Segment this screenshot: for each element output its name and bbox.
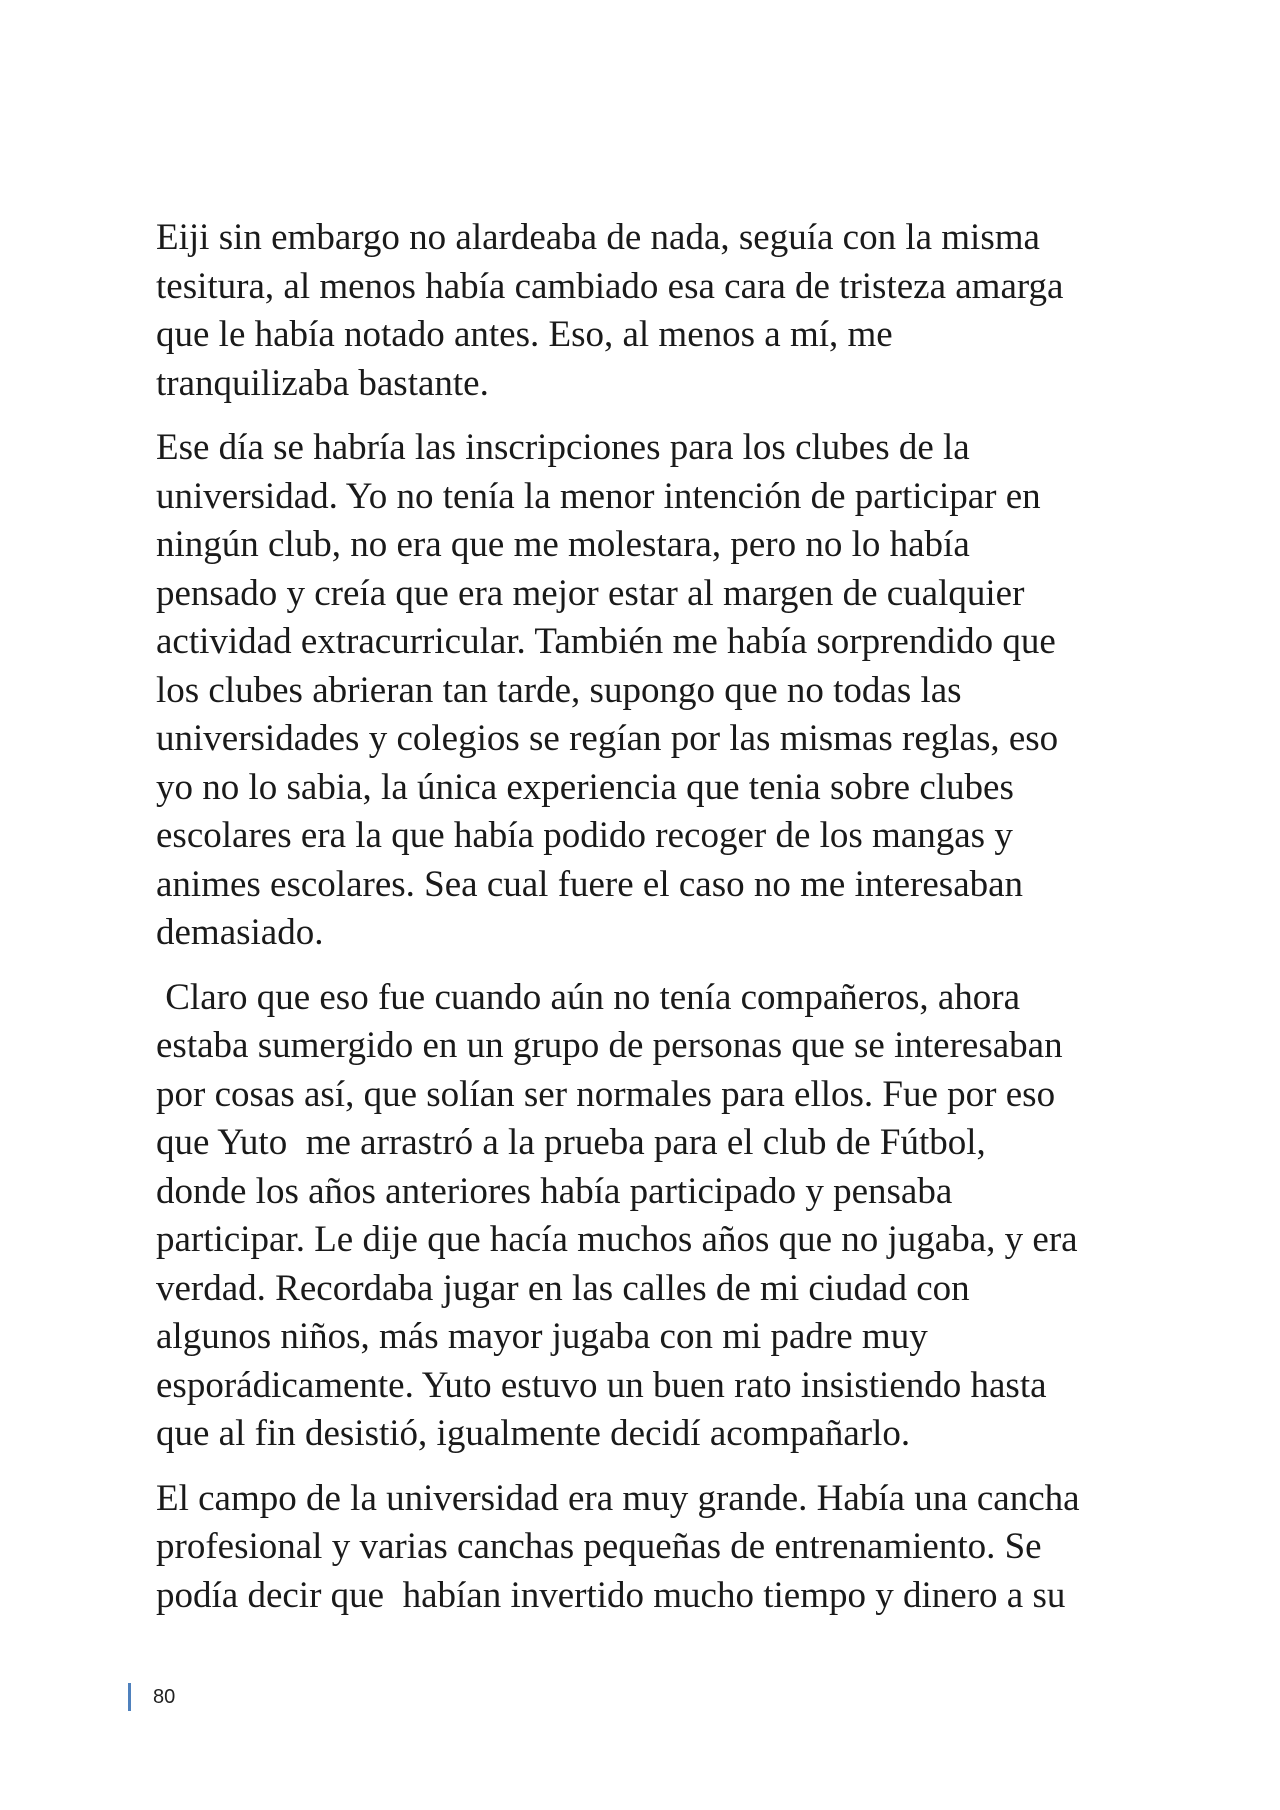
text-line: ningún club, no era que me molestara, pero no lo había [156,524,970,565]
paragraph-4 [156,1475,1136,1621]
body-text [156,214,1136,1636]
paragraph-2 [156,424,1136,958]
text-line: verdad. Recordaba jugar en las calles de mi ciudad con [156,1267,970,1309]
text-line: actividad extracurricular. También me había sorprendido que [156,621,1056,662]
text-line: Claro que eso fue cuando aún no tenía compañeros, ahora [156,976,1021,1018]
text-line: Eiji sin embargo no alardeaba de nada, seguía con la misma [156,217,1040,258]
text-line: demasiado. [156,912,324,953]
page-number: 80 [153,1685,176,1708]
text-line: Ese día se habría las inscripciones para los clubes de la [156,427,970,468]
text-line: escolares era la que había podido recoger de los mangas y [156,815,1013,856]
text-line: profesional y varias canchas pequeñas de entrenamiento. Se [156,1526,1042,1567]
text-line: El campo de la universidad era muy grande. Había una cancha [156,1477,1080,1519]
text-line: tranquilizaba bastante. [156,362,489,404]
text-line: esporádicamente. Yuto estuvo un buen rato insistiendo hasta [156,1364,1047,1406]
page-footer [128,1682,175,1712]
text-line: los clubes abrieran tan tarde, supongo que no todas las [156,669,962,711]
text-line: universidades y colegios se regían por las mismas reglas, eso [156,718,1059,759]
text-line: donde los años anteriores había participado y pensaba [156,1170,953,1212]
text-line: pensado y creía que era mejor estar al margen de cualquier [156,572,1025,614]
text-line: universidad. Yo no tenía la menor intención de participar en [156,475,1041,517]
text-line: que al fin desistió, igualmente decidí acompañarlo. [156,1413,911,1454]
text-line: participar. Le dije que hacía muchos años que no jugaba, y era [156,1219,1078,1260]
text-line: animes escolares. Sea cual fuere el caso no me interesaban [156,863,1024,905]
text-line: estaba sumergido en un grupo de personas que se interesaban [156,1025,1063,1066]
text-line: algunos niños, más mayor jugaba con mi padre muy [156,1316,928,1357]
text-line: por cosas así, que solían ser normales para ellos. Fue por eso [156,1073,1056,1115]
text-line: podía decir que habían invertido mucho tiempo y dinero a su [156,1574,1066,1616]
paragraph-3 [156,974,1136,1459]
text-line: que le había notado antes. Eso, al menos a mí, me [156,314,893,355]
text-line: que Yuto me arrastró a la prueba para el club de Fútbol, [156,1122,986,1163]
text-line: tesitura, al menos había cambiado esa cara de tristeza amarga [156,265,1064,307]
footer-accent-bar [128,1683,131,1711]
paragraph-1 [156,214,1136,408]
text-line: yo no lo sabia, la única experiencia que tenia sobre clubes [156,766,1014,808]
